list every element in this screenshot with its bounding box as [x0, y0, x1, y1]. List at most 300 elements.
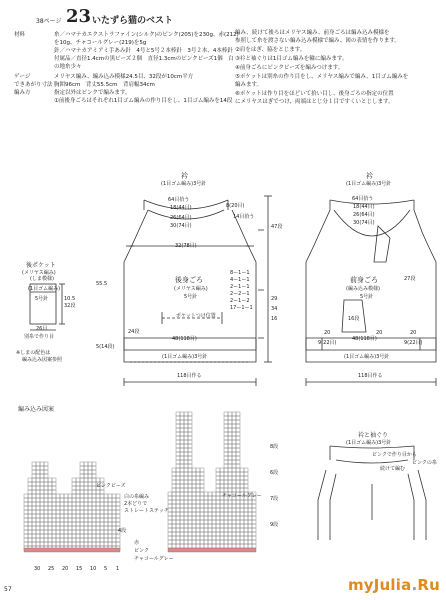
collar-label: ピンクの糸 [412, 460, 437, 466]
chart-cell [184, 456, 188, 460]
chart-cell [232, 520, 236, 524]
chart-cell [240, 524, 244, 528]
chart-cell [180, 528, 184, 532]
chart-cell [112, 530, 116, 534]
chart-cell [92, 542, 96, 546]
chart-cell [116, 542, 120, 546]
chart-cell [196, 468, 200, 472]
chart-cell [236, 420, 240, 424]
chart-cell [48, 510, 52, 514]
chart-cell [236, 428, 240, 432]
chart-cell [220, 524, 224, 528]
step-line: ③衿と袖ぐりは1目ゴム編みを輪に編みます。 [235, 56, 348, 62]
chart-cell [108, 518, 112, 522]
chart-cell [48, 526, 52, 530]
chart-cell [84, 498, 88, 502]
chart-cell [108, 502, 112, 506]
chart-cell [192, 468, 196, 472]
back-hem-width: 48(118目) [172, 336, 197, 342]
back-side-height: 24段 [128, 329, 140, 335]
chart-cell [188, 456, 192, 460]
chart-cell [224, 536, 228, 540]
front-collar-rib: (1目ゴム編み)3号針 [346, 181, 392, 187]
step-line: 参照して糸を渡さない編み込み模様で編み、図の表情を作ります。 [235, 38, 400, 44]
chart-cell [216, 532, 220, 536]
chart-cell [176, 444, 180, 448]
chart-cell [232, 524, 236, 528]
chart-cell [60, 506, 64, 510]
chart-cell [92, 534, 96, 538]
chart-cell [80, 478, 84, 482]
pocket-rib: (1目ゴム編み) [28, 286, 61, 292]
chart-cell [248, 528, 252, 532]
chart-cell [116, 518, 120, 522]
chart-cell [224, 500, 228, 504]
chart-cell [240, 468, 244, 472]
chart-cell [28, 482, 32, 486]
chart-cell [96, 534, 100, 538]
chart-cell [176, 476, 180, 480]
chart-cell [236, 444, 240, 448]
chart-cell [184, 540, 188, 544]
chart-cell [28, 506, 32, 510]
chart-cell [172, 484, 176, 488]
chart-cell [224, 420, 228, 424]
step-line: ⑥ポケットは作り目をほどいて拾い目し、後身ごろの指定の位置 [235, 91, 394, 97]
chart-cell [60, 526, 64, 530]
chart-cell [68, 494, 72, 498]
chart-cell [232, 432, 236, 436]
spec-key: 材料 [14, 32, 26, 38]
chart-cell [208, 520, 212, 524]
chart-cell [244, 468, 248, 472]
chart-cell [100, 530, 104, 534]
chart-cell [228, 412, 232, 416]
chart-cell [92, 506, 96, 510]
chart-cell [232, 544, 236, 548]
chart-cell [108, 522, 112, 526]
red-band [24, 548, 120, 552]
chart-cell [184, 536, 188, 540]
chart-cell [64, 542, 68, 546]
chart-cell [220, 468, 224, 472]
chart-cell [224, 480, 228, 484]
chart-cell [68, 518, 72, 522]
chart-cell [28, 522, 32, 526]
chart-cell [192, 508, 196, 512]
chart-cell [220, 476, 224, 480]
chart-cell [80, 470, 84, 474]
chart-cell [36, 502, 40, 506]
chart-cell [204, 528, 208, 532]
chart-cell [80, 514, 84, 518]
chart-cell [204, 544, 208, 548]
chart-cell [28, 510, 32, 514]
chart-cell [176, 496, 180, 500]
chart-cell [100, 502, 104, 506]
legend-item: チャコールグレー [134, 556, 174, 562]
chart-cell [184, 432, 188, 436]
chart-cell [184, 492, 188, 496]
chart-cell [244, 544, 248, 548]
chart-cell [72, 498, 76, 502]
chart-cell [224, 512, 228, 516]
chart-cell [224, 472, 228, 476]
chart-cell [228, 480, 232, 484]
chart-cell [244, 536, 248, 540]
chart-cell [168, 540, 172, 544]
chart-cell [232, 472, 236, 476]
chart-cell [80, 538, 84, 542]
chart-cell [200, 524, 204, 528]
chart-cell [96, 518, 100, 522]
back-body-subtitle: (メリヤス編み) [174, 286, 208, 292]
chart-cell [196, 500, 200, 504]
chart-cell [108, 526, 112, 530]
chart-cell [32, 514, 36, 518]
chart-row-label: 8段 [270, 444, 279, 450]
chart-cell [184, 528, 188, 532]
chart-cell [212, 516, 216, 520]
chart-cell [228, 468, 232, 472]
chart-cell [244, 512, 248, 516]
chart-cell [44, 502, 48, 506]
chart-cell [168, 528, 172, 532]
back-dec-row: 2ー2ー1 [230, 291, 250, 297]
chart-cell [208, 508, 212, 512]
chart-cell [104, 534, 108, 538]
chart-cell [108, 530, 112, 534]
chart-cell [44, 478, 48, 482]
chart-cell [96, 490, 100, 494]
chart-cell [88, 542, 92, 546]
chart-cell [44, 530, 48, 534]
chart-cell [40, 478, 44, 482]
chart-cell [192, 532, 196, 536]
chart-cell [232, 436, 236, 440]
chart-cell [196, 520, 200, 524]
chart-cell [212, 540, 216, 544]
chart-cell [112, 518, 116, 522]
chart-cell [44, 470, 48, 474]
chart-cell [80, 498, 84, 502]
chart-cell [200, 536, 204, 540]
legend-item: 赤 [134, 540, 140, 546]
chart-cell [80, 462, 84, 466]
chart-cell [232, 412, 236, 416]
chart-cell [220, 544, 224, 548]
chart-cell [200, 488, 204, 492]
chart-cell [172, 496, 176, 500]
chart-cell [116, 534, 120, 538]
chart-cell [228, 536, 232, 540]
collar-label: ピンクで作り目から [372, 452, 417, 458]
chart-cell [220, 540, 224, 544]
chart-cell [236, 516, 240, 520]
chart-cell [232, 444, 236, 448]
chart-cell [188, 544, 192, 548]
chart-cell [40, 510, 44, 514]
chart-cell [76, 534, 80, 538]
chart-cell [176, 540, 180, 544]
chart-cell [232, 428, 236, 432]
chart-cell [96, 478, 100, 482]
chart-cell [216, 468, 220, 472]
chart-cell [36, 490, 40, 494]
chart-cell [104, 514, 108, 518]
back-total-sts: 118目作る [177, 373, 202, 379]
chart-cell [212, 496, 216, 500]
chart-cell [228, 512, 232, 516]
chart-cell [32, 518, 36, 522]
chart-cell [176, 516, 180, 520]
chart-cell [204, 492, 208, 496]
chart-cell [176, 428, 180, 432]
chart-cell [56, 538, 60, 542]
chart-cell [72, 542, 76, 546]
chart-cell [44, 514, 48, 518]
front-body-subtitle: (編み込み模様) [346, 286, 380, 292]
chart-cell [184, 444, 188, 448]
chart-cell [204, 524, 208, 528]
chart-cell [252, 544, 256, 548]
chart-cell [244, 520, 248, 524]
chart-cell [76, 482, 80, 486]
chart-cell [92, 494, 96, 498]
chart-cell [24, 498, 28, 502]
chart-cell [192, 504, 196, 508]
chart-cell [172, 512, 176, 516]
chart-cell [224, 460, 228, 464]
chart-cell [28, 538, 32, 542]
chart-cell [96, 542, 100, 546]
chart-cell [56, 530, 60, 534]
back-shoulder: 26(64目) [170, 215, 192, 221]
chart-cell [104, 538, 108, 542]
chart-cell [168, 544, 172, 548]
chart-cell [224, 456, 228, 460]
chart-cell [80, 466, 84, 470]
chart-cell [224, 464, 228, 468]
chart-cell [68, 522, 72, 526]
chart-cell [44, 534, 48, 538]
chart-cell [244, 516, 248, 520]
chart-cell [188, 480, 192, 484]
chart-cell [44, 482, 48, 486]
chart-cell [92, 518, 96, 522]
chart-cell [224, 532, 228, 536]
chart-cell [56, 526, 60, 530]
chart-cell [180, 476, 184, 480]
chart-cell [40, 526, 44, 530]
pocket-note: 編み込み図案参照 [22, 357, 63, 363]
chart-cell [184, 464, 188, 468]
chart-cell [104, 522, 108, 526]
chart-cell [40, 498, 44, 502]
spec-value: 付属品／直径1.4cmの黒ビーズ２個 直径1.3cmのピンクビーズ1個 白 [54, 56, 234, 62]
chart-cell [220, 528, 224, 532]
chart-cell [56, 514, 60, 518]
chart-cell [184, 504, 188, 508]
pocket-height: 10.5 [64, 296, 76, 302]
chart-cell [64, 510, 68, 514]
spec-value: 胸囲96cm 背丈55.5cm 背肩幅34cm [54, 82, 155, 88]
spec-key: ゲージ [14, 74, 31, 80]
chart-cell [112, 506, 116, 510]
back-hem-rib: (1目ゴム編み)3号針 [162, 354, 208, 360]
chart-cell [56, 534, 60, 538]
chart-cell [176, 512, 180, 516]
front-small-label: 9(22目) [318, 340, 337, 346]
chart-cell [196, 476, 200, 480]
chart-cell [220, 484, 224, 488]
chart-cell [24, 534, 28, 538]
chart-cell [76, 490, 80, 494]
chart-cell [248, 516, 252, 520]
chart-cell [72, 482, 76, 486]
chart-cell [172, 504, 176, 508]
chart-cell [24, 514, 28, 518]
chart-cell [84, 530, 88, 534]
chart-cell [232, 452, 236, 456]
chart-cell [248, 512, 252, 516]
chart-cell [216, 504, 220, 508]
chart-cell [228, 420, 232, 424]
chart-cell [188, 444, 192, 448]
chart-cell [40, 534, 44, 538]
chart-cell [216, 520, 220, 524]
back-collar-label: 衿 [181, 172, 188, 180]
chart-cell [232, 460, 236, 464]
chart-cell [24, 526, 28, 530]
chart-cell [28, 542, 32, 546]
chart-cell [68, 510, 72, 514]
chart-cell [176, 508, 180, 512]
collar-label: 続けて編む [380, 466, 406, 472]
front-shoulder: 26(64目) [353, 212, 375, 218]
chart-cell [224, 424, 228, 428]
chart-cell [108, 510, 112, 514]
chart-cell [176, 480, 180, 484]
pocket-title: 後ポケット [26, 262, 56, 269]
chart-cell [40, 530, 44, 534]
chart-cell [244, 480, 248, 484]
chart-cell [224, 452, 228, 456]
chart-cell [32, 534, 36, 538]
front-hem-rib: (1目ゴム編み)3号針 [344, 354, 390, 360]
chart-cell [196, 504, 200, 508]
chart-cell [40, 470, 44, 474]
chart-cell [176, 492, 180, 496]
chart-cell [32, 506, 36, 510]
chart-cell [228, 436, 232, 440]
chart-cell [188, 540, 192, 544]
back-side-height: 29 [271, 296, 278, 302]
chart-cell [240, 472, 244, 476]
chart-cell [248, 520, 252, 524]
chart-cell [176, 464, 180, 468]
chart-cell [80, 482, 84, 486]
chart-cell [176, 488, 180, 492]
chart-cell [56, 498, 60, 502]
chart-cell [188, 524, 192, 528]
chart-cell [172, 468, 176, 472]
chart-cell [88, 490, 92, 494]
chart-cell [72, 534, 76, 538]
chart-cell [236, 448, 240, 452]
chart-cell [60, 514, 64, 518]
chart-cell [56, 522, 60, 526]
step-line: ④前身ごろにピンクビーズを編みつけます。 [235, 65, 344, 71]
chart-cell [88, 474, 92, 478]
page-ref: 38ページ [36, 18, 62, 25]
chart-cell [216, 512, 220, 516]
chart-cell [196, 492, 200, 496]
chart-cell [84, 510, 88, 514]
chart-cell [180, 444, 184, 448]
chart-cell [116, 514, 120, 518]
chart-cell [192, 520, 196, 524]
chart-cell [108, 506, 112, 510]
chart-cell [228, 472, 232, 476]
chart-cell [72, 506, 76, 510]
back-sts-top: 64目拾う [168, 197, 190, 203]
chart-col-number: 5 [104, 566, 108, 572]
front-neck-width: 18(44目) [353, 204, 375, 210]
front-total-sts: 118目作る [358, 373, 383, 379]
chart-cell [40, 514, 44, 518]
chart-cell [80, 494, 84, 498]
chart-cell [244, 504, 248, 508]
back-body-needle: 5号針 [184, 294, 198, 300]
chart-cell [32, 498, 36, 502]
chart-cell [248, 504, 252, 508]
chart-cell [112, 534, 116, 538]
chart-cell [180, 504, 184, 508]
chart-cell [180, 416, 184, 420]
chart-cell [232, 416, 236, 420]
chart-cell [184, 544, 188, 548]
chart-cell [76, 538, 80, 542]
chart-cell [32, 466, 36, 470]
chart-cell [180, 428, 184, 432]
chart-cell [180, 544, 184, 548]
chart-cell [60, 530, 64, 534]
chart-cell [100, 498, 104, 502]
chart-cell [36, 494, 40, 498]
chart-cell [228, 520, 232, 524]
chart-cell [100, 542, 104, 546]
chart-cell [216, 488, 220, 492]
chart-cell [192, 540, 196, 544]
back-side-height: 34 [271, 306, 278, 312]
chart-cell [48, 486, 52, 490]
chart-cell [184, 500, 188, 504]
chart-cell [76, 514, 80, 518]
chart-cell [200, 528, 204, 532]
chart-cell [196, 536, 200, 540]
chart-cell [224, 468, 228, 472]
chart-cell [184, 428, 188, 432]
chart-cell [236, 512, 240, 516]
chart-cell [192, 528, 196, 532]
pocket-subtitle2: (しま模様) [30, 276, 54, 282]
chart-cell [236, 412, 240, 416]
chart-cell [176, 416, 180, 420]
pattern-title: いたずら猫のベスト [92, 16, 174, 26]
chart-cell [44, 522, 48, 526]
chart-cell [48, 502, 52, 506]
